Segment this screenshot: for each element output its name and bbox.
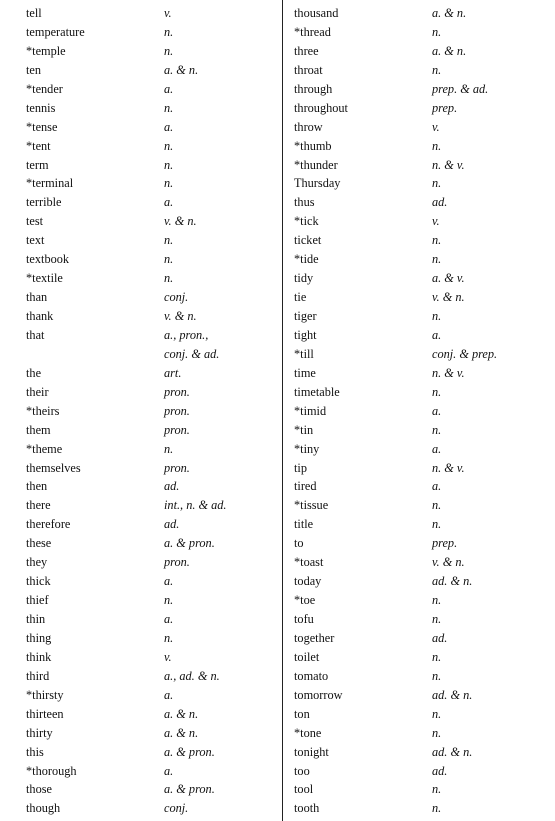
vocab-entry xyxy=(26,496,281,515)
vocab-entry xyxy=(26,212,281,231)
vocab-entry xyxy=(26,307,281,326)
vocab-entry xyxy=(26,667,281,686)
entry-word: *tent xyxy=(26,138,51,153)
entry-word: thick xyxy=(26,574,51,589)
entry-word: tonight xyxy=(294,744,329,759)
entry-word: thing xyxy=(26,630,52,645)
entry-part-of-speech: v. & n. xyxy=(164,309,197,323)
entry-part-of-speech: n. xyxy=(432,706,442,721)
entry-part-of-speech: pron. xyxy=(164,422,190,437)
entry-word: therefore xyxy=(26,517,71,532)
entry-word: tooth xyxy=(294,801,320,816)
vocab-entry xyxy=(26,421,281,440)
vocab-entry xyxy=(294,534,549,553)
entry-word: term xyxy=(26,157,49,172)
entry-part-of-speech: n. xyxy=(164,593,174,608)
right-word-column xyxy=(294,4,549,818)
vocab-entry xyxy=(26,364,281,383)
vocab-entry xyxy=(294,99,549,118)
entry-word: *tissue xyxy=(294,498,329,513)
vocab-entry xyxy=(294,421,549,440)
entry-part-of-speech: n. xyxy=(432,24,442,39)
vocab-entry xyxy=(26,345,281,364)
vocab-entry xyxy=(26,610,281,629)
entry-part-of-speech: ad. xyxy=(432,195,448,210)
entry-part-of-speech: n. & v. xyxy=(432,365,465,380)
vocab-entry xyxy=(294,477,549,496)
vocab-entry xyxy=(294,724,549,743)
entry-word: tidy xyxy=(294,271,314,286)
entry-part-of-speech: v. xyxy=(164,649,172,664)
vocab-entry xyxy=(294,42,549,61)
entry-word: *tide xyxy=(294,252,319,267)
entry-part-of-speech: a. & pron. xyxy=(164,536,215,551)
entry-word: tell xyxy=(26,6,42,20)
entry-word: through xyxy=(294,81,333,96)
entry-word: thirty xyxy=(26,725,53,740)
vocab-entry xyxy=(26,193,281,212)
vocab-entry xyxy=(26,402,281,421)
entry-part-of-speech: prep. & ad. xyxy=(432,81,489,96)
entry-part-of-speech: n. & v. xyxy=(432,460,465,475)
vocab-entry xyxy=(26,118,281,137)
entry-word: then xyxy=(26,479,48,494)
entry-word: Thursday xyxy=(294,176,341,191)
vocab-entry xyxy=(26,4,281,23)
vocab-entry xyxy=(294,610,549,629)
entry-part-of-speech: a. & n. xyxy=(164,725,199,740)
entry-part-of-speech: n. xyxy=(432,517,442,532)
entry-word: *temple xyxy=(26,43,66,58)
entry-word: tip xyxy=(294,460,307,475)
entry-part-of-speech: n. xyxy=(432,649,442,664)
entry-part-of-speech: n. xyxy=(164,100,174,115)
vocab-entry xyxy=(294,686,549,705)
entry-part-of-speech: a. & pron. xyxy=(164,782,215,797)
entry-word: *tone xyxy=(294,725,322,740)
entry-part-of-speech: n. xyxy=(432,668,442,683)
entry-word: though xyxy=(26,801,61,816)
vocab-entry xyxy=(294,553,549,572)
entry-part-of-speech: ad. xyxy=(164,517,180,532)
vocab-entry xyxy=(26,156,281,175)
entry-word: tight xyxy=(294,327,317,342)
vocab-entry xyxy=(26,572,281,591)
entry-part-of-speech: n. xyxy=(432,498,442,513)
entry-word: ten xyxy=(26,62,42,77)
entry-part-of-speech: n. xyxy=(432,252,442,267)
entry-part-of-speech: n. xyxy=(432,176,442,191)
entry-word: this xyxy=(26,744,44,759)
entry-word: than xyxy=(26,290,48,305)
entry-part-of-speech: v. xyxy=(432,119,440,134)
vocab-entry xyxy=(294,383,549,402)
vocab-entry xyxy=(294,648,549,667)
entry-word: tomato xyxy=(294,668,329,683)
vocab-entry xyxy=(26,326,281,345)
entry-part-of-speech: v. & n. xyxy=(432,290,465,305)
vocab-entry xyxy=(26,629,281,648)
entry-part-of-speech: conj. xyxy=(164,290,189,305)
vocab-entry xyxy=(294,799,549,818)
entry-part-of-speech: n. xyxy=(432,801,442,816)
vocab-entry xyxy=(26,137,281,156)
entry-word: *toe xyxy=(294,593,316,608)
entry-part-of-speech: a. & n. xyxy=(164,706,199,721)
entry-word: text xyxy=(26,233,45,248)
entry-part-of-speech: conj. & ad. xyxy=(164,346,220,361)
entry-part-of-speech: v. xyxy=(164,6,172,20)
vocab-entry xyxy=(26,534,281,553)
entry-word: think xyxy=(26,649,52,664)
vocab-entry xyxy=(26,686,281,705)
vocab-entry xyxy=(294,515,549,534)
entry-part-of-speech: pron. xyxy=(164,384,190,399)
entry-part-of-speech: n. xyxy=(164,176,174,191)
entry-word: title xyxy=(294,517,314,532)
vocab-entry xyxy=(294,4,549,23)
vocab-entry xyxy=(294,61,549,80)
entry-word: *tick xyxy=(294,214,319,229)
entry-part-of-speech: n. xyxy=(164,252,174,267)
entry-word: thief xyxy=(26,593,49,608)
entry-word: three xyxy=(294,43,319,58)
entry-word: tofu xyxy=(294,612,314,626)
vocab-entry xyxy=(26,724,281,743)
vocab-entry xyxy=(26,553,281,572)
entry-word: *theme xyxy=(26,441,63,456)
entry-word: *thumb xyxy=(294,138,332,153)
entry-part-of-speech: a. xyxy=(164,81,174,96)
vocab-entry xyxy=(294,250,549,269)
entry-part-of-speech: v. & n. xyxy=(432,555,465,570)
entry-part-of-speech: a. xyxy=(164,763,174,778)
entry-word: ton xyxy=(294,706,310,721)
entry-word: tie xyxy=(294,290,307,305)
entry-part-of-speech: ad. & n. xyxy=(432,687,473,702)
vocab-entry xyxy=(294,440,549,459)
vocab-entry xyxy=(294,307,549,326)
entry-word: to xyxy=(294,536,304,551)
entry-word: *tense xyxy=(26,119,58,134)
column-divider xyxy=(282,0,283,821)
entry-word: *toast xyxy=(294,555,324,570)
entry-part-of-speech: a. & pron. xyxy=(164,744,215,759)
entry-word: *till xyxy=(294,346,314,361)
entry-word: there xyxy=(26,498,51,513)
vocab-entry xyxy=(294,80,549,99)
entry-part-of-speech: n. xyxy=(432,422,442,437)
entry-part-of-speech: a. xyxy=(432,327,442,342)
vocab-entry xyxy=(294,629,549,648)
entry-word: their xyxy=(26,384,49,399)
entry-word: thank xyxy=(26,309,54,323)
vocab-entry xyxy=(26,705,281,724)
vocab-entry xyxy=(294,269,549,288)
entry-word: test xyxy=(26,214,44,229)
entry-part-of-speech: n. xyxy=(432,612,442,626)
entry-part-of-speech: a., ad. & n. xyxy=(164,668,220,683)
entry-word: tool xyxy=(294,782,314,797)
entry-word: that xyxy=(26,327,45,342)
entry-part-of-speech: a. xyxy=(164,687,174,702)
entry-part-of-speech: n. xyxy=(164,157,174,172)
vocab-entry xyxy=(26,80,281,99)
entry-word: today xyxy=(294,574,322,589)
entry-part-of-speech: n. xyxy=(164,271,174,286)
vocab-entry xyxy=(26,799,281,818)
vocab-entry xyxy=(294,345,549,364)
vocab-entry xyxy=(294,780,549,799)
entry-part-of-speech: art. xyxy=(164,365,182,380)
vocab-entry xyxy=(26,61,281,80)
vocab-entry xyxy=(294,705,549,724)
vocab-entry xyxy=(294,591,549,610)
entry-word: thus xyxy=(294,195,315,210)
entry-word: *theirs xyxy=(26,403,60,418)
entry-part-of-speech: a. xyxy=(164,574,174,589)
entry-part-of-speech: n. xyxy=(164,24,174,39)
vocab-entry xyxy=(294,326,549,345)
entry-word: throughout xyxy=(294,100,348,115)
entry-word: they xyxy=(26,555,48,570)
entry-word: throat xyxy=(294,62,323,77)
entry-word: *thirsty xyxy=(26,687,64,702)
entry-word: *tiny xyxy=(294,441,320,456)
vocab-entry xyxy=(26,515,281,534)
entry-part-of-speech: n. xyxy=(164,630,174,645)
vocab-entry xyxy=(26,383,281,402)
vocab-entry xyxy=(26,23,281,42)
entry-word: toilet xyxy=(294,649,320,664)
vocab-entry xyxy=(294,402,549,421)
vocab-entry xyxy=(294,193,549,212)
vocab-entry xyxy=(294,667,549,686)
left-word-column xyxy=(26,4,281,818)
entry-part-of-speech: a. xyxy=(432,479,442,494)
entry-part-of-speech: pron. xyxy=(164,403,190,418)
vocab-entry xyxy=(26,42,281,61)
entry-part-of-speech: pron. xyxy=(164,555,190,570)
vocab-entry xyxy=(294,231,549,250)
entry-part-of-speech: a. xyxy=(164,612,174,626)
entry-part-of-speech: conj. & prep. xyxy=(432,346,498,361)
vocab-entry xyxy=(26,250,281,269)
entry-word: *tin xyxy=(294,422,314,437)
entry-part-of-speech: a. xyxy=(432,403,442,418)
entry-word: temperature xyxy=(26,24,85,39)
entry-word: textbook xyxy=(26,252,70,267)
vocab-entry xyxy=(294,743,549,762)
entry-word: them xyxy=(26,422,51,437)
entry-part-of-speech: n. xyxy=(164,233,174,248)
entry-word: *terminal xyxy=(26,176,74,191)
entry-word: third xyxy=(26,668,50,683)
entry-word: throw xyxy=(294,119,323,134)
entry-part-of-speech: a. & v. xyxy=(432,271,465,286)
entry-word: too xyxy=(294,763,310,778)
entry-word: *timid xyxy=(294,403,327,418)
entry-part-of-speech: a. xyxy=(164,195,174,210)
entry-word: *thorough xyxy=(26,763,77,778)
entry-part-of-speech: n. xyxy=(432,593,442,608)
entry-word: themselves xyxy=(26,460,81,475)
entry-part-of-speech: n. xyxy=(164,43,174,58)
vocab-entry xyxy=(26,174,281,193)
vocab-entry xyxy=(294,212,549,231)
entry-part-of-speech: v. & n. xyxy=(164,214,197,229)
entry-part-of-speech: v. xyxy=(432,214,440,229)
vocab-entry xyxy=(26,743,281,762)
entry-word: thirteen xyxy=(26,706,64,721)
entry-part-of-speech: n. xyxy=(164,441,174,456)
entry-word: time xyxy=(294,365,316,380)
vocab-entry xyxy=(294,364,549,383)
entry-word: *textile xyxy=(26,271,63,286)
entry-part-of-speech: ad. xyxy=(432,763,448,778)
vocab-entry xyxy=(294,762,549,781)
entry-word: tennis xyxy=(26,100,56,115)
entry-word: these xyxy=(26,536,52,551)
vocab-entry xyxy=(26,591,281,610)
entry-part-of-speech: n. xyxy=(432,62,442,77)
vocab-entry xyxy=(294,288,549,307)
entry-word: tired xyxy=(294,479,317,494)
entry-part-of-speech: a. xyxy=(432,441,442,456)
entry-part-of-speech: a., pron., xyxy=(164,327,209,342)
vocab-entry xyxy=(26,780,281,799)
entry-part-of-speech: n. & v. xyxy=(432,157,465,172)
entry-part-of-speech: a. & n. xyxy=(432,6,467,20)
entry-part-of-speech: prep. xyxy=(432,536,458,551)
entry-word: thin xyxy=(26,612,46,626)
entry-part-of-speech: pron. xyxy=(164,460,190,475)
entry-part-of-speech: a. & n. xyxy=(432,43,467,58)
entry-word: together xyxy=(294,630,335,645)
entry-part-of-speech: a. & n. xyxy=(164,62,199,77)
vocab-entry xyxy=(26,762,281,781)
entry-word: the xyxy=(26,365,42,380)
entry-part-of-speech: int., n. & ad. xyxy=(164,498,227,513)
entry-part-of-speech: n. xyxy=(432,782,442,797)
entry-word: ticket xyxy=(294,233,322,248)
entry-word: *thunder xyxy=(294,157,338,172)
vocab-entry xyxy=(294,137,549,156)
entry-part-of-speech: n. xyxy=(164,138,174,153)
vocab-entry xyxy=(294,459,549,478)
entry-part-of-speech: a. xyxy=(164,119,174,134)
entry-part-of-speech: n. xyxy=(432,725,442,740)
vocab-entry xyxy=(26,231,281,250)
vocab-entry xyxy=(294,174,549,193)
vocab-entry xyxy=(26,648,281,667)
entry-part-of-speech: n. xyxy=(432,233,442,248)
entry-part-of-speech: ad. & n. xyxy=(432,744,473,759)
entry-part-of-speech: ad. & n. xyxy=(432,574,473,589)
vocab-entry xyxy=(26,477,281,496)
entry-word: those xyxy=(26,782,52,797)
vocab-entry xyxy=(294,572,549,591)
vocab-entry xyxy=(26,269,281,288)
entry-part-of-speech: n. xyxy=(432,309,442,323)
entry-part-of-speech: ad. xyxy=(164,479,180,494)
vocab-entry xyxy=(26,440,281,459)
entry-word: *tender xyxy=(26,81,63,96)
vocab-entry xyxy=(26,99,281,118)
vocab-entry xyxy=(294,156,549,175)
entry-word: timetable xyxy=(294,384,340,399)
vocab-entry xyxy=(294,23,549,42)
entry-part-of-speech: prep. xyxy=(432,100,458,115)
entry-part-of-speech: ad. xyxy=(432,630,448,645)
entry-part-of-speech: n. xyxy=(432,384,442,399)
vocab-entry xyxy=(26,459,281,478)
entry-word: thousand xyxy=(294,6,339,20)
entry-word: tomorrow xyxy=(294,687,343,702)
vocab-entry xyxy=(26,288,281,307)
entry-part-of-speech: n. xyxy=(432,138,442,153)
vocab-entry xyxy=(294,496,549,515)
entry-word: tiger xyxy=(294,309,317,323)
vocab-entry xyxy=(294,118,549,137)
entry-word: *thread xyxy=(294,24,331,39)
entry-word: terrible xyxy=(26,195,62,210)
entry-part-of-speech: conj. xyxy=(164,801,189,816)
